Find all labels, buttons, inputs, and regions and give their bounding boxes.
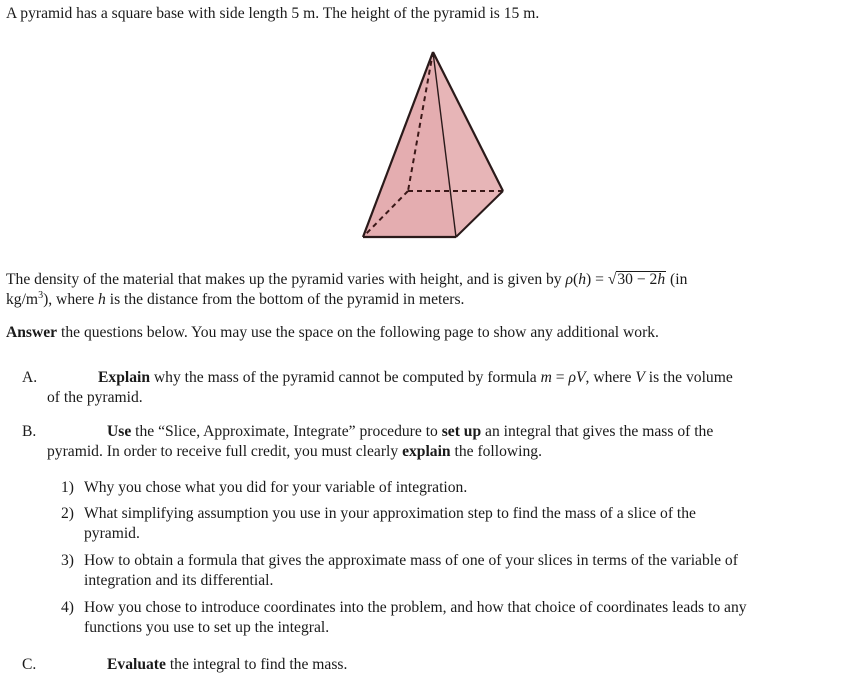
equals-sign: = (551, 369, 569, 386)
question-b-text: the “Slice, Approximate, Integrate” procedure to (131, 423, 442, 440)
m-variable: m (540, 369, 552, 386)
sqrt-expression (608, 271, 666, 289)
question-b-bold-explain: explain (402, 443, 451, 460)
list-item-number: 4) (61, 599, 74, 616)
question-a-where: , where (585, 369, 636, 386)
radicand-const: 30 − 2 (617, 271, 658, 288)
density-units-open: (in (666, 271, 688, 288)
paren-open: ( (573, 271, 579, 288)
question-b-line-2 (47, 443, 542, 461)
question-b-text-2: an integral that gives the mass of the (481, 423, 714, 440)
question-c-label: C. (22, 656, 37, 673)
question-a-line-2: of the pyramid. (47, 389, 143, 406)
units-exponent: 3 (38, 289, 44, 301)
question-a-text-end: is the volume (644, 369, 733, 386)
pyramid-figure (355, 45, 515, 245)
list-item-number: 3) (61, 552, 74, 569)
rho-symbol: ρ (565, 271, 574, 288)
h-variable: h (578, 271, 587, 288)
density-line-2 (6, 291, 464, 309)
question-a-bold: Explain (98, 369, 151, 386)
question-b-bold-setup: set up (441, 423, 482, 440)
radicand (616, 271, 666, 288)
list-item-text: Why you chose what you did for your variable of integration. (84, 479, 468, 496)
list-item-text: What simplifying assumption you use in your approximation step to find the mass of a slice of the (84, 505, 696, 522)
list-item-text: How you chose to introduce coordinates into the problem, and how that choice of coordinates leads to any (84, 599, 747, 616)
question-a-label: A. (22, 369, 38, 386)
question-c-bold: Evaluate (107, 656, 166, 673)
question-b-bold-use: Use (107, 423, 132, 440)
question-b-line-1 (107, 423, 713, 441)
list-item-text-cont: integration and its differential. (84, 572, 274, 589)
question-b-line-2-text: pyramid. In order to receive full credit, you must clearly (47, 443, 403, 460)
list-item-text-cont: functions you use to set up the integral. (84, 619, 330, 636)
question-b-label: B. (22, 423, 37, 440)
question-a-text: why the mass of the pyramid cannot be computed by formula (150, 369, 541, 386)
question-c-line (107, 656, 347, 674)
equals-sign: = (591, 271, 608, 288)
density-where: ), where (43, 291, 99, 308)
v-variable: V (635, 369, 645, 386)
rho-v-expression: ρV (568, 369, 586, 386)
instructions (6, 324, 659, 342)
list-item-text: How to obtain a formula that gives the approximate mass of one of your slices in terms of the variable of (84, 552, 738, 569)
question-b-line-2-end: the following. (450, 443, 542, 460)
sqrt-icon: √ (607, 271, 617, 288)
list-item-number: 2) (61, 505, 74, 522)
density-line-1 (6, 271, 687, 289)
paren-close: ) (586, 271, 592, 288)
question-c-text: the integral to find the mass. (165, 656, 348, 673)
instructions-text: the questions below. You may use the space on the following page to show any additional work. (57, 324, 659, 341)
units-text: kg/m (6, 291, 39, 308)
density-text: The density of the material that makes up the pyramid varies with height, and is given by (6, 271, 566, 288)
question-a-line-1 (98, 369, 733, 387)
h-variable: h (98, 291, 106, 308)
density-explanation: is the distance from the bottom of the pyramid in meters. (105, 291, 465, 308)
list-item-number: 1) (61, 479, 74, 496)
list-item-text-cont: pyramid. (84, 525, 140, 542)
intro-text: A pyramid has a square base with side length 5 m. The height of the pyramid is 15 m. (6, 5, 540, 22)
radicand-var: h (657, 271, 666, 288)
instructions-bold: Answer (6, 324, 58, 341)
